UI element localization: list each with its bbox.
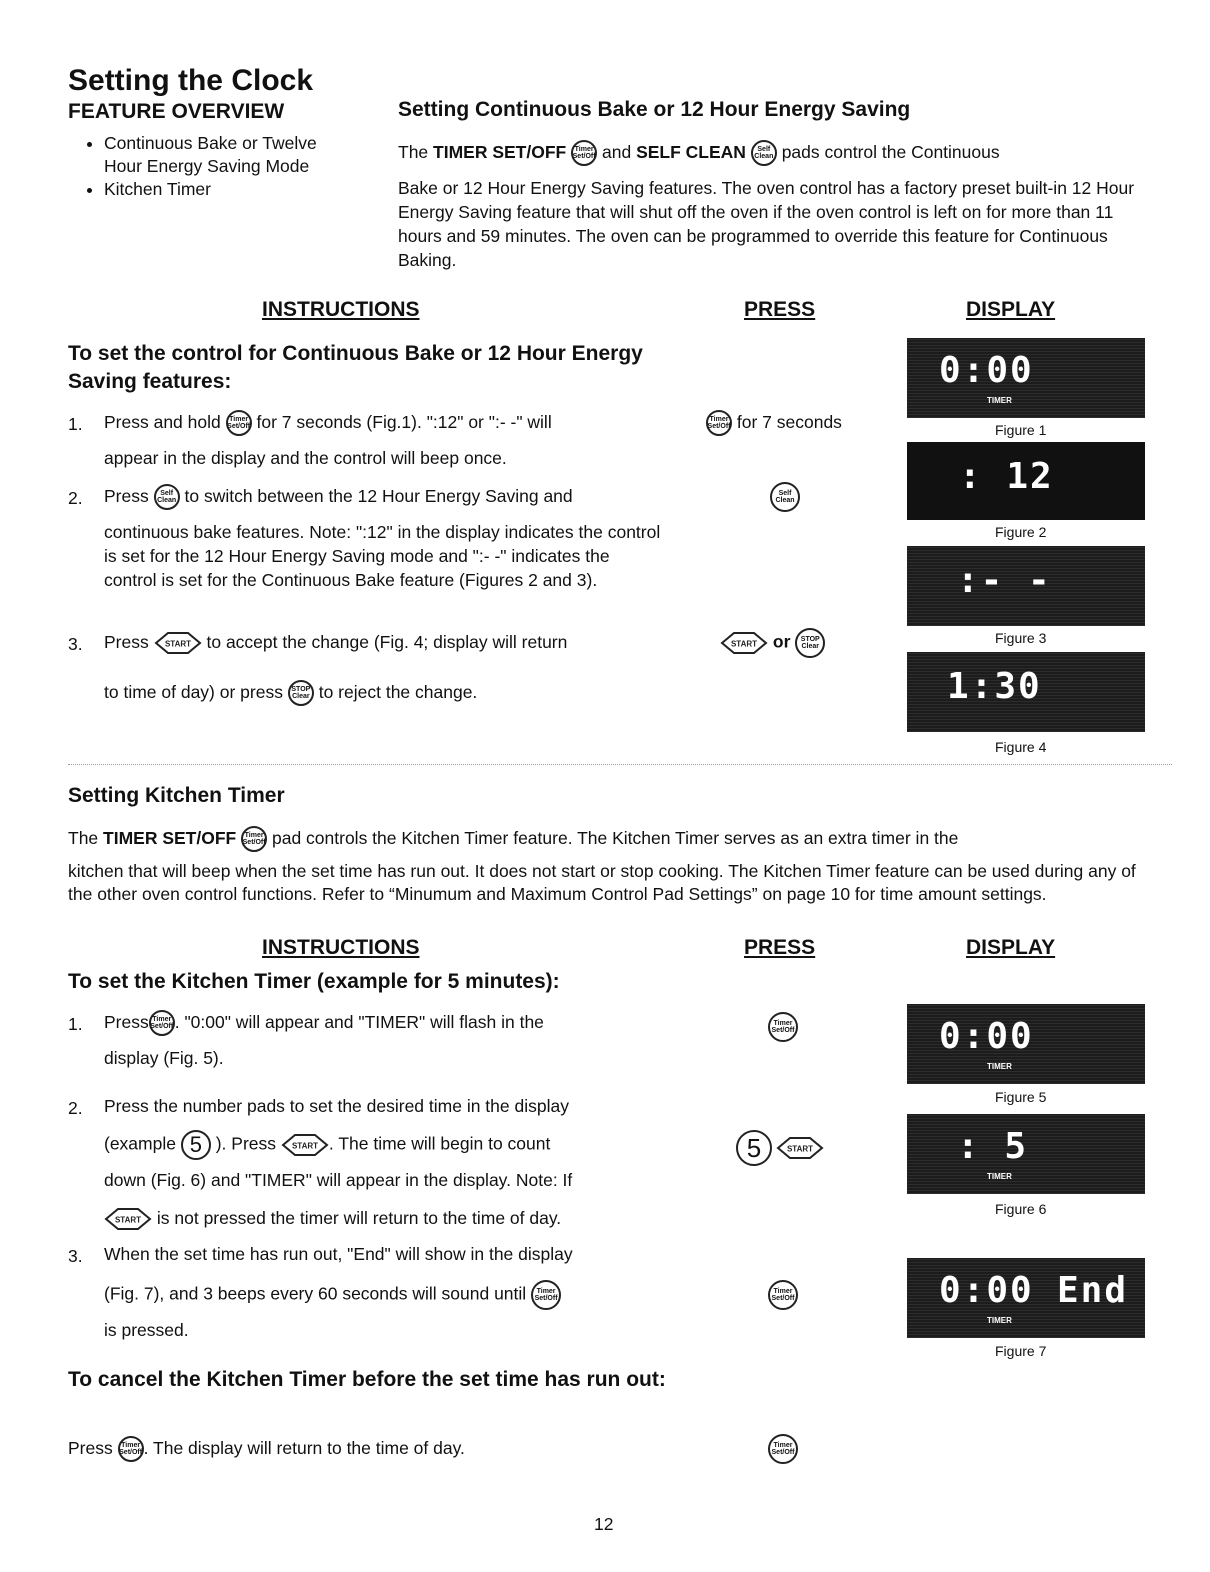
self-clean-pad-icon: Self Clean bbox=[751, 140, 777, 166]
section1-step2: Press Self Clean to switch between the 12 Hour Energy Saving and bbox=[104, 484, 674, 510]
press-step-timer-2 bbox=[768, 1280, 798, 1310]
self-clean-pad-icon: Self Clean bbox=[770, 482, 800, 512]
self-clean-pad-icon: Self Clean bbox=[154, 484, 180, 510]
figure-caption: Figure 7 bbox=[995, 1343, 1047, 1359]
svg-text:START: START bbox=[114, 1215, 142, 1225]
cancel-subheading: To cancel the Kitchen Timer before the set time has run out: bbox=[68, 1368, 666, 1391]
cancel-text: Press Timer Set/Off. The display will return to the time of day. bbox=[68, 1436, 668, 1462]
section1-subheading: To set the control for Continuous Bake or 12 Hour Energy Saving features: bbox=[68, 342, 643, 393]
step-number: 2. bbox=[68, 488, 83, 508]
section2-step1-cont: display (Fig. 5). bbox=[104, 1048, 224, 1068]
svg-text:START: START bbox=[291, 1141, 318, 1151]
step-number: 1. bbox=[68, 1014, 83, 1034]
section2-step3: When the set time has run out, "End" will show in the display bbox=[104, 1244, 573, 1264]
section1-step3: Press START to accept the change (Fig. 4; display will return bbox=[104, 630, 674, 655]
kitchen-intro: The TIMER SET/OFF Timer Set/Off pad controls the Kitchen Timer feature. The Kitchen Timer serves as an extra timer in the bbox=[68, 826, 1168, 852]
timer-pad-icon: Timer Set/Off bbox=[768, 1434, 798, 1464]
continuous-heading: Setting Continuous Bake or 12 Hour Energy Saving bbox=[398, 98, 911, 121]
timer-pad-icon: Timer Set/Off bbox=[531, 1280, 561, 1310]
section1-step1: Press and hold Timer Set/Off for 7 seconds (Fig.1). ":12" or ":- -" will bbox=[104, 410, 674, 436]
display-figure-5: 0:00 TIMER bbox=[907, 1004, 1145, 1084]
step-number: 3. bbox=[68, 1246, 83, 1266]
press-step-5-start bbox=[736, 1130, 824, 1166]
section2-step2-b: (example 5 ). Press START . The time will begin to count bbox=[104, 1130, 674, 1160]
timer-pad-icon: Timer Set/Off bbox=[768, 1012, 798, 1042]
section2-step2-c: down (Fig. 6) and "TIMER" will appear in the display. Note: If bbox=[104, 1170, 573, 1190]
section2-step2: Press the number pads to set the desired time in the display bbox=[104, 1096, 569, 1116]
press-step-timer bbox=[768, 1012, 798, 1042]
section1-step1-cont: appear in the display and the control will beep once. bbox=[104, 448, 507, 468]
display-figure-6: : 5 TIMER bbox=[907, 1114, 1145, 1194]
section1-step3-cont: to time of day) or press STOP Clear to reject the change. bbox=[104, 680, 674, 706]
continuous-body: Bake or 12 Hour Energy Saving features. The oven control has a factory preset built-in 12 Hour Energy Saving feature that will shut off the oven if the oven control is left on for more than 11 hours and 59 minutes. The oven can be programmed to override this feature for Continuous Baking. bbox=[398, 178, 1135, 270]
kitchen-heading: Setting Kitchen Timer bbox=[68, 784, 285, 807]
instructions-header: INSTRUCTIONS bbox=[262, 936, 420, 959]
press-step3: START or STOP Clear bbox=[720, 628, 825, 658]
figure-caption: Figure 2 bbox=[995, 524, 1047, 540]
timer-pad-icon: Timer Set/Off bbox=[768, 1280, 798, 1310]
start-pad-icon bbox=[104, 1207, 152, 1231]
start-pad-icon bbox=[281, 1133, 329, 1157]
feature-item: • Continuous Bake or Twelve Hour Energy Saving Mode bbox=[104, 132, 358, 178]
start-pad-icon bbox=[776, 1136, 824, 1160]
start-pad-icon bbox=[720, 631, 768, 655]
timer-pad-icon: Timer Set/Off bbox=[241, 826, 267, 852]
section2-step2-d: START is not pressed the timer will return to the time of day. bbox=[104, 1206, 674, 1231]
section-divider bbox=[68, 764, 1172, 765]
display-figure-3: :- - bbox=[907, 546, 1145, 626]
display-figure-1: 0:00 TIMER bbox=[907, 338, 1145, 418]
start-pad-icon bbox=[154, 631, 202, 655]
feature-overview-heading: FEATURE OVERVIEW bbox=[68, 100, 285, 123]
feature-item: • Kitchen Timer bbox=[104, 178, 358, 201]
display-figure-2: : 12 bbox=[907, 442, 1145, 520]
page-number: 12 bbox=[594, 1514, 614, 1534]
section1-step2-cont: continuous bake features. Note: ":12" in the display indicates the control is set for the 12 Hour Energy Saving mode and ":- -" indicates the control is set for the Continuous Bake feature (Figures 2 and 3). bbox=[104, 522, 661, 590]
figure-caption: Figure 6 bbox=[995, 1201, 1047, 1217]
timer-pad-icon: Timer Set/Off bbox=[706, 410, 732, 436]
step-number: 3. bbox=[68, 634, 83, 654]
display-header: DISPLAY bbox=[966, 936, 1056, 959]
timer-pad-icon: Timer Set/Off bbox=[571, 140, 597, 166]
figure-caption: Figure 5 bbox=[995, 1089, 1047, 1105]
feature-overview-list bbox=[68, 132, 358, 201]
continuous-intro: The TIMER SET/OFF Timer Set/Off and SELF CLEAN Self Clean pads control the Continuous bbox=[398, 140, 1158, 166]
timer-pad-icon: Timer Set/Off bbox=[118, 1436, 144, 1462]
step-number: 2. bbox=[68, 1098, 83, 1118]
figure-caption: Figure 4 bbox=[995, 739, 1047, 755]
press-cancel bbox=[768, 1434, 798, 1464]
instructions-header: INSTRUCTIONS bbox=[262, 298, 420, 321]
kitchen-body: kitchen that will beep when the set time has run out. It does not start or stop cooking. The Kitchen Timer feature can be used during any of the other oven control functions. Refer to “Minumum and Maximum Control Pad Settings” on page 10 for time amount settings. bbox=[68, 861, 1136, 904]
figure-caption: Figure 1 bbox=[995, 422, 1047, 438]
svg-text:START: START bbox=[164, 639, 191, 649]
section2-step1: Press Timer Set/Off. "0:00" will appear and "TIMER" will flash in the bbox=[104, 1010, 674, 1036]
press-header: PRESS bbox=[744, 298, 816, 321]
number-5-pad-icon: 5 bbox=[181, 1130, 211, 1160]
section2-subheading: To set the Kitchen Timer (example for 5 minutes): bbox=[68, 970, 560, 993]
display-figure-4: 1:30 bbox=[907, 652, 1145, 732]
stop-clear-pad-icon: STOP Clear bbox=[288, 680, 314, 706]
press-step2 bbox=[770, 482, 800, 512]
section2-step3-c: is pressed. bbox=[104, 1320, 189, 1340]
timer-pad-icon: Timer Set/Off bbox=[226, 410, 252, 436]
stop-clear-pad-icon: STOP Clear bbox=[795, 628, 825, 658]
figure-caption: Figure 3 bbox=[995, 630, 1047, 646]
svg-text:START: START bbox=[787, 1144, 814, 1154]
display-figure-7: 0:00 End TIMER bbox=[907, 1258, 1145, 1338]
section2-step3-b: (Fig. 7), and 3 beeps every 60 seconds will sound until Timer Set/Off bbox=[104, 1280, 674, 1310]
page-title: Setting the Clock bbox=[68, 64, 314, 97]
number-5-pad-icon: 5 bbox=[736, 1130, 772, 1166]
step-number: 1. bbox=[68, 414, 83, 434]
press-header: PRESS bbox=[744, 936, 816, 959]
press-step1: Timer Set/Off for 7 seconds bbox=[706, 410, 842, 436]
display-header: DISPLAY bbox=[966, 298, 1056, 321]
svg-text:START: START bbox=[730, 639, 758, 649]
timer-pad-icon: Timer Set/Off bbox=[149, 1010, 175, 1036]
